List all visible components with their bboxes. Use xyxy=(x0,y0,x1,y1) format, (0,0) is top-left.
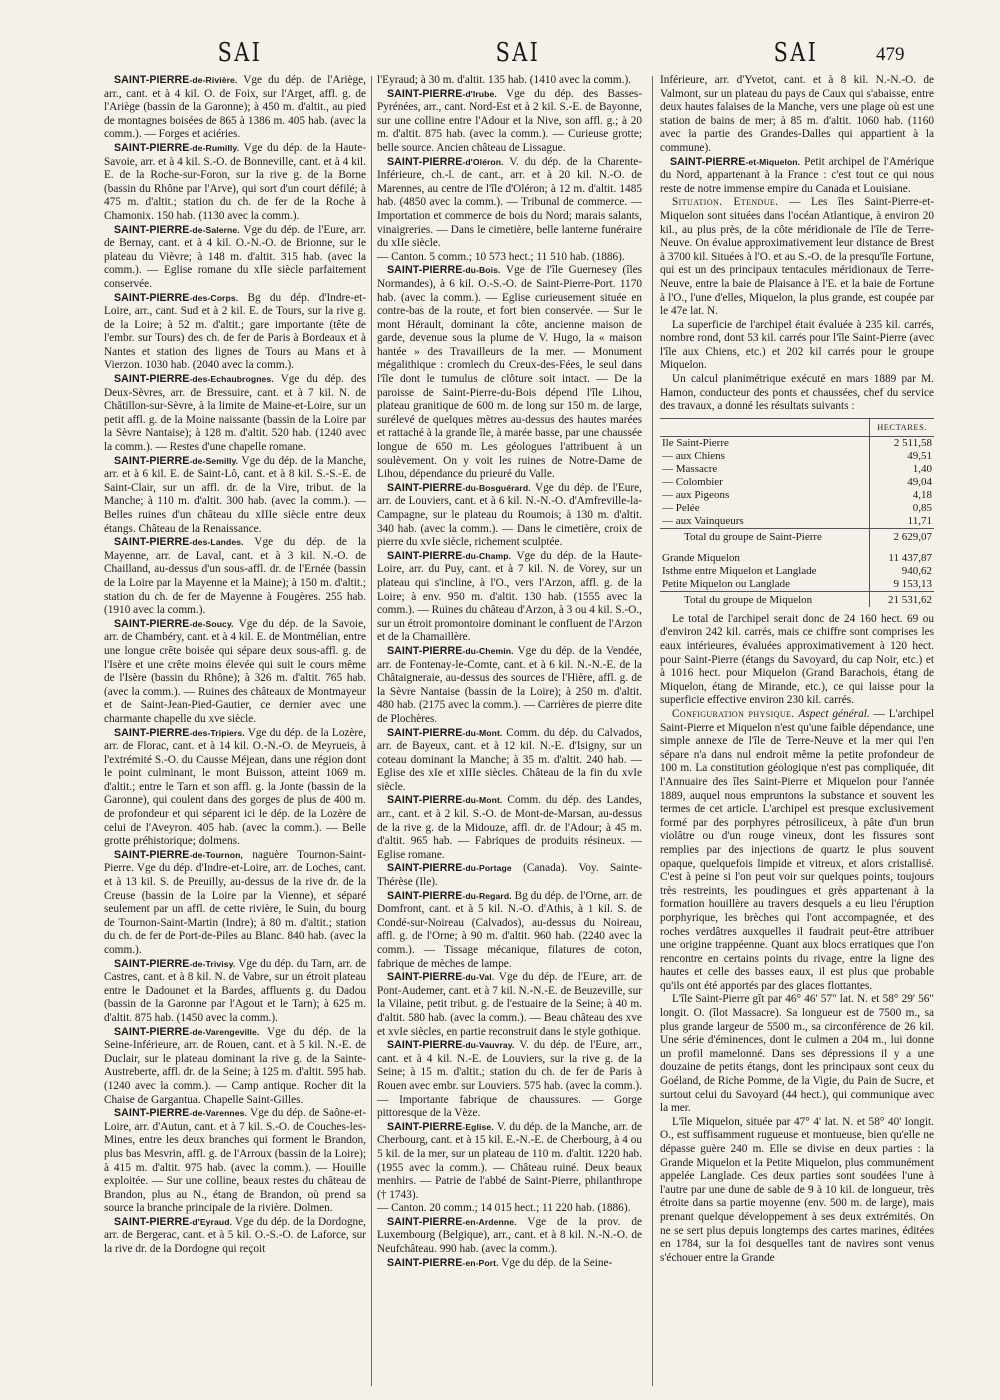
entry-continuation: Inférieure, arr. d'Yvetot, cant. et à 8 kil. N.-N.-O. de Valmont, sur un plateau du pays de Caux qui s'abaisse, entre deux hautes falaises de la Manche, vers une plage où est une station de bains de mer; à 85 m. d'altit. 1060 hab. (1160 avec la partie des Grandes-Dalles qui appartient à la commune). xyxy=(660,74,934,154)
row-label: Isthme entre Miquelon et Langlade xyxy=(662,564,817,577)
entry-headword: SAINT-PIERRE-et-Miquelon. xyxy=(670,155,801,168)
entry-text: Comm. du dép. des Landes, arr., cant. et à 2 kil. S.-O. de Mont-de-Marsan, au-dessus de la rive g. de la Midouze, affl. dr. de l'Adour; à 45 m. d'altit. 965 hab. — Fabriques de produits résineux. — Eglise romane. xyxy=(377,794,642,861)
dictionary-entry xyxy=(377,971,642,1039)
dictionary-entry xyxy=(104,1026,366,1108)
dictionary-entry xyxy=(377,251,642,265)
dictionary-entry xyxy=(377,156,642,251)
entry-text: Vge de la prov. de Luxembourg (Belgique), arr., cant. et à 8 kil. N.-N.-O. de Neufchâteau. 990 hab. (avec la comm.). xyxy=(377,1215,642,1256)
table-header-row xyxy=(660,418,934,436)
entry-text: Vge du dép. de la Vendée, arr. de Fontenay-le-Comte, cant. et à 6 kil. N.-N.-E. de la Châtaigneraie, au-dessus des sources de l'Hière, affl. g. de la Sèvre Nantaise (bassin de la Loire); à 250 m. d'altit. 480 hab. (2175 avec la comm.). — Carrières de pierre dite de Plochères. xyxy=(377,644,642,725)
dictionary-entry xyxy=(104,1216,366,1257)
table-row xyxy=(660,450,934,463)
dictionary-entry xyxy=(104,618,366,727)
dictionary-entry xyxy=(104,1107,366,1216)
row-value: 1,40 xyxy=(870,463,935,476)
entry-text: Vge du dép. des Deux-Sèvres, arr. de Bressuire, cant. et à 7 kil. N. de Châtillon-sur-Sèvre, à la limite de Maine-et-Loire, sur un petit affl. g. de la Moine naissante (bassin de la Loire par la Sèvre Nantaise); à 128 m. d'altit. 520 hab. (1240 avec la comm.). — Restes d'une chapelle romane. xyxy=(104,373,366,454)
table-row xyxy=(660,489,934,502)
column-divider-1 xyxy=(371,76,372,1386)
entry-headword: SAINT-PIERRE-d'Oléron. xyxy=(387,155,504,168)
entry-text: Vge du dép. de Saône-et-Loire, arr. d'Autun, cant. et à 7 kil. S.-O. de Couches-les-Mines, entre les deux branches qui forment le Brandon, plus bas Mesvrin, affl. g. de l'Arroux (bassin de la Loire); à 415 m. d'altit. 975 hab. (avec la comm.). — Houille exploitée. — Sur une colline, beaux restes du château de Brandon, plus au N., étang de Brandon, où prend sa source la branche principale de la rivière. Dolmen. xyxy=(104,1107,366,1215)
entry-text: V. du dép. de l'Eure, arr., cant. et à 4 kil. N.-E. de Louviers, sur la rive g. de la Seine; à 15 m. d'altit.; station du ch. de fer de Paris à Rouen avec embr. sur Louviers. 575 hab. (avec la comm.). — Importante fabrique de chaussures. — Gorge pittoresque de la Vèze. xyxy=(377,1039,642,1120)
entry-text: Vge du dép. de la Savoie, arr. de Chambéry, cant. et à 4 kil. E. de Montmélian, entre une longue crête boisée qui sépare deux sous-affl. g. de l'Isère et une crête moins élevée qui suit le cours même de l'Isère (bassin du Rhône); à 326 m. d'altit. 765 hab. (avec la comm.). — Ruines des châteaux de Montmayeur et de Saint-Jean-Pied-Gautier, ce dernier avec une charmante chapelle du xve siècle. xyxy=(104,617,366,725)
page-header xyxy=(0,38,1000,78)
entry-headword: SAINT-PIERRE-du-Regard. xyxy=(387,889,512,902)
entry-text: Bg du dép. d'Indre-et-Loire, arr., cant. Sud et à 2 kil. E. de Tours, sur la rive g. de la Loire; à 52 m. d'altit.; gare importante (tête de l'embr. sur Tours) des ch. de fer de Paris à Bordeaux et à Nantes et station des lignes de Tours au Mans et à Vierzon. 1030 hab. (2040 avec la comm.). xyxy=(104,291,366,372)
running-head-left: SAI xyxy=(217,38,263,68)
dictionary-entry xyxy=(660,156,934,197)
paragraph: L'île Miquelon, située par 47° 4' lat. N. et 58° 40' longit. O., est suffisamment rugueuse et montueuse, bien qu'elle ne dépasse guère 240 m. Elle se divise en deux parties : la Grande Miquelon et la Petite Miquelon, plus communément appelée Langlade. Ces deux parties sont soudées l'une à l'autre par une dune de sable de 9 à 10 kil. de longueur, très étroite dans sa partie moyenne (env. 500 m. de large), mais prenant quelque développement à ses deux extrémités. On ne se sert plus depuis longtemps des cartes marines, éditées en 1784, sur la foi desquelles tant de navires sont venus s'échouer entre la Grande xyxy=(660,1115,934,1264)
entry-headword: SAINT-PIERRE-du-Champ. xyxy=(387,549,512,562)
table-row xyxy=(660,552,934,565)
entry-headword: SAINT-PIERRE-en-Port. xyxy=(387,1256,499,1269)
column-divider-2 xyxy=(652,76,653,1386)
entry-headword: SAINT-PIERRE-des-Corps. xyxy=(114,291,239,304)
entry-text: naguère Tournon-Saint-Pierre. Vge du dép. d'Indre-et-Loire, arr. de Loches, cant. et à 13 kil. S. de Preuilly, au-dessus de la rive dr. de la Creuse (bassin de la Loire par la Vienne), et séparé seulement par un affl. de cette rivière, le Suin, du bourg de Tournon-Saint-Martin (Indre); à 80 m. d'altit.; station du ch. de fer de Port-de-Piles au Blanc. 840 hab. (avec la comm.). xyxy=(104,848,366,956)
dictionary-entry xyxy=(377,794,642,862)
dictionary-entry xyxy=(104,224,366,292)
entry-headword: SAINT-PIERRE-du-Bosguérard. xyxy=(387,481,531,494)
entry-text: Vge du dép. de l'Eure, arr. de Pont-Audemer, cant. et à 7 kil. N.-N.-E. de Beuzeville, sur la Vilaine, petit tribut. g. de l'estuaire de la Seine; à 40 m. d'altit. 580 hab. (avec la comm.). — Beau château des xve et xvIe siècles, en partie reconstruit dans le style gothique. xyxy=(377,971,642,1038)
table-total-row: Total du groupe de Miquelon 21 531,62 xyxy=(660,591,934,607)
column-1 xyxy=(104,74,366,1386)
dictionary-entry xyxy=(377,645,642,727)
entry-text: Bg du dép. de l'Orne, arr. de Domfront, cant. et à 5 kil. N.-O. d'Athis, à 1 kil. S. de Condé-sur-Noireau (Calvados), au-dessus du Noireau, affl. g. de l'Orne; à 90 m. d'altit. 960 hab. (2240 avec la comm.). — Tissage mécanique, filatures de coton, fabrique de mèches de lampe. xyxy=(377,889,642,970)
dictionary-entry xyxy=(377,74,642,88)
entry-text: Vge du dép. de la Seine- xyxy=(501,1256,613,1269)
row-value: 49,51 xyxy=(870,450,935,463)
dictionary-entry xyxy=(104,455,366,537)
dictionary-entry xyxy=(104,958,366,1026)
row-label: — Colombier xyxy=(662,475,723,488)
paragraph: La superficie de l'archipel était évaluée à 235 kil. carrés, nombre rond, dont 53 kil. carrés pour l'île Saint-Pierre (avec l'île aux Chiens, etc.) et 202 kil carrés pour le groupe Miquelon. xyxy=(660,318,934,372)
entry-text: Vge du dép. de la Dordogne, arr. de Bergerac, cant. et à 5 kil. O.-S.-O. de Laforce, sur la rive dr. de la Dordogne qui reçoit xyxy=(104,1215,366,1256)
table-row xyxy=(660,502,934,515)
row-label: — Pelée xyxy=(662,501,700,514)
dictionary-entry xyxy=(377,88,642,156)
entry-text: Vge du dép. de la Mayenne, arr. de Laval, cant. et à 3 kil. N.-O. de Chailland, au-dessus d'un sous-affl. dr. de l'Ernée (bassin de la Loire par la Mayenne et la Maine); à 150 m. d'altit.; station du ch. de fer de Mayenne à Fougères. 255 hab. (1910 avec la comm.). xyxy=(104,536,366,617)
dictionary-entry xyxy=(377,264,642,482)
area-table xyxy=(660,418,934,607)
dictionary-entry xyxy=(104,292,366,374)
dictionary-entry xyxy=(377,1216,642,1257)
entry-headword: SAINT-PIERRE-d'Irube. xyxy=(387,87,497,100)
entry-headword: SAINT-PIERRE-de-Salerne. xyxy=(114,223,240,236)
column-2 xyxy=(377,74,642,1386)
row-label: — aux Chiens xyxy=(662,449,725,462)
dictionary-entry xyxy=(377,890,642,972)
entry-headword: SAINT-PIERRE-du-Portage xyxy=(387,862,512,875)
entry-text: Vge du dép. de la Seine-Inférieure, arr. de Rouen, cant. et à 5 kil. N.-E. de Duclair, sur le plateau dominant la rive g. de la Sainte-Austreberte, affl. dr. de la Seine; à 125 m. d'altit. 595 hab. (1240 avec la comm.). — Camp antique. Rocher dit la Chaise de Gargantua. Chapelle Saint-Gilles. xyxy=(104,1025,366,1106)
table-body-saint-pierre xyxy=(660,436,934,528)
entry-headword: SAINT-PIERRE-des-Echaubrognes. xyxy=(114,373,274,386)
entry-text: Vge du dép. de la Haute-Savoie, arr. et à 4 kil. S.-O. de Bonneville, cant. et à 4 kil. E. de la Roche-sur-Foron, sur la rive g. de la Borne (bassin du Rhône par l'Arve), qui sort d'un court défilé; à 475 m. d'altit.; station du ch. de fer de la Roche à Chamonix. 150 hab. (1130 avec la comm.). xyxy=(104,141,366,222)
entry-headword: SAINT-PIERRE-du-Vauvray. xyxy=(387,1039,515,1052)
row-value: 9 153,13 xyxy=(870,578,935,592)
column-3 xyxy=(660,74,934,1386)
entry-headword: SAINT-PIERRE-de-Semilly. xyxy=(114,454,239,467)
dictionary-entry xyxy=(104,142,366,224)
entry-headword: SAINT-PIERRE-d'Eyraud. xyxy=(114,1215,233,1228)
entry-headword: SAINT-PIERRE-des-Landes. xyxy=(114,536,244,549)
row-label: Petite Miquelon ou Langlade xyxy=(662,577,790,590)
entry-text: Vge du dép. de la Manche, arr. et à 6 kil. E. de Saint-Lô, cant. et à 8 kil. S.-S.-E. de Saint-Clair, sur un affl. dr. de la Vire, tribut. de la Manche; à 110 m. d'altit. 300 hab. (avec la comm.). — Belles ruines d'un château du xIIIe siècle entre deux étangs. Château de la Renaissance. xyxy=(104,454,366,535)
dictionary-entry xyxy=(377,1121,642,1203)
entry-headword: SAINT-PIERRE-Eglise. xyxy=(387,1120,494,1133)
row-label: — aux Pigeons xyxy=(662,488,730,501)
dictionary-entry xyxy=(377,862,642,889)
row-label: — Massacre xyxy=(662,462,718,475)
dictionary-entry xyxy=(104,373,366,455)
row-label: Grande Miquelon xyxy=(662,551,740,564)
entry-headword: SAINT-PIERRE-en-Ardenne. xyxy=(387,1215,517,1228)
table-total-row: Total du groupe de Saint-Pierre 2 629,07 xyxy=(660,528,934,544)
dictionary-entry xyxy=(377,1039,642,1121)
dictionary-entry xyxy=(377,482,642,550)
entry-headword: SAINT-PIERRE-des-Tripiers. xyxy=(114,726,245,739)
paragraph: Le total de l'archipel serait donc de 24 160 hect. 69 ou d'environ 242 kil. carrés, mais ce chiffre sont comprises les eaux intérieures, évaluées approximativement à 120 hect. pour Saint-Pierre (étangs du Savoyard, du cap Noir, etc.) et à 1016 hect. pour Miquelon (Grand Barachois, étang de Miquelon, étang de Mirande, etc.), ce qui laisse pour la superficie effective environ 230 kil. carrés. xyxy=(660,612,934,707)
dictionary-entry xyxy=(104,536,366,618)
dictionary-entry xyxy=(377,727,642,795)
row-value: 4,18 xyxy=(870,489,935,502)
table-row xyxy=(660,463,934,476)
entry-text: l'Eyraud; à 30 m. d'altit. 135 hab. (1410 avec la comm.). xyxy=(377,74,632,86)
paragraph-configuration: Configuration physique. Aspect général. — L'archipel Saint-Pierre et Miquelon n'est qu'une faible dépendance, une simple annexe de l'île de Terre-Neuve et la mer qui l'en sépare n'a dans nul endroit même la petite profondeur de 100 m. La constitution géologique n'est pas compliquée, dit l'Annuaire des îles Saint-Pierre et Miquelon pour l'année 1889, auquel nous empruntons la substance et souvent les termes de cet article. L'archipel est presque exclusivement formé par des porphyres pétrosiliceux, à pâte d'un brun violâtre ou d'un rouge vineux, dont les fissures sont remplies par des injections de quartz le plus souvent opaque, quelquefois limpide et vitreux, et alors cristallisé. C'est à peine si l'on peut voir sur quelques points, toujours très restreints, les poudingues et grès appartenant à la formation houillère au travers desquels a eu lieu l'éruption porphyrique, les brèches qui l'ont accompagnée, et des roches verdâtres auxquelles il faudrait peut-être attribuer une origine trappéenne. Quant aux blocs erratiques que l'on rencontre en certains points du rivage, entre la ligne des hautes et celle des basses eaux, il est plus que probable qu'ils ont été apportés par des glaces flottantes. xyxy=(660,708,934,992)
paragraph-situation: Situation. Etendue. — Les îles Saint-Pierre-et-Miquelon sont situées dans l'océan Atlantique, à environ 20 kil., au plus près, de la côte méridionale de l'île de Terre-Neuve. On évalue approximativement leur distance de Brest à 3700 kil. Situées à l'O. et au S.-O. de la presqu'île Fortune, qui est un des principaux tentacules méridionaux de Terre-Neuve, entre la baie de Plaisance à l'E. et la baie de Fortune à l'O., l'une d'elles, Miquelon, la plus grande, est coupée par le 47e lat. N. xyxy=(660,196,934,318)
running-head-middle: SAI xyxy=(495,38,541,68)
entry-headword: SAINT-PIERRE-de-Tournon, xyxy=(114,848,243,861)
entry-headword: SAINT-PIERRE-de-Varengeville. xyxy=(114,1025,260,1038)
entry-text: Vge du dép. de l'Eure, arr. de Louviers, cant. et à 6 kil. N.-N.-O. d'Amfreville-la-Campagne, sur le plateau du Roumois; à 130 m. d'altit. 340 hab. (avec la comm.). — Dans le cimetière, croix de pierre du xvIe siècle, richement sculptée. xyxy=(377,481,642,549)
row-value: 2 511,58 xyxy=(870,436,935,450)
row-value: 11,71 xyxy=(870,515,935,529)
section-label: Configuration physique. xyxy=(672,708,795,720)
table-row xyxy=(660,578,934,592)
entry-text: — Canton. 5 comm.; 10 573 hect.; 11 510 hab. (1886). xyxy=(377,250,625,263)
dictionary-entry xyxy=(104,727,366,849)
row-value: 940,62 xyxy=(870,565,935,578)
page-number: 479 xyxy=(876,44,905,65)
paragraph: L'île Saint-Pierre gît par 46° 46' 57" lat. N. et 58° 29' 56" longit. O. (îlot Massacre). Sa longueur est de 7500 m., sa plus grande largeur de 5500 m., sa circonférence de 26 kil. Une série d'éminences, dont le culmen a 204 m., lui donne un profil mamelonné. Dans ses dépressions il y a une douzaine de petits étangs, dont les principaux sont ceux du Goéland, de Riche Pomme, de la Vigie, du Pain de Sucre, et surtout celui du Savoyard (44 hect.), qui communique avec la mer. xyxy=(660,993,934,1115)
row-value: 11 437,87 xyxy=(870,552,935,565)
dictionary-entry xyxy=(377,550,642,645)
entry-text: Vge du dép. de l'Eure, arr. de Bernay, cant. et à 4 kil. O.-N.-O. de Brionne, sur le plateau du Vièvre; à 148 m. d'altit. 315 hab. (avec la comm.). — Eglise romane du xIIe siècle parfaitement conservée. xyxy=(104,223,366,290)
entry-text: Vge du dép. de l'Ariège, arr., cant. et à 4 kil. O. de Foix, sur l'Arget, affl. g. de l'Ariège (bassin de la Garonne); à 450 m. d'altit., au pied de montagnes boisées de 865 à 1386 m. 405 hab. (avec la comm.). — Forges et aciéries. xyxy=(104,74,366,141)
table-row xyxy=(660,436,934,450)
section-sublabel: Aspect général. xyxy=(798,708,870,720)
section-label: Situation. Etendue. xyxy=(672,196,779,209)
table-row xyxy=(660,476,934,489)
table-header: HECTARES. xyxy=(870,418,935,436)
entry-text: — Canton. 20 comm.; 14 015 hect.; 11 220 hab. (1886). xyxy=(377,1202,631,1215)
entry-text: Petit archipel de l'Amérique du Nord, appartenant à la France : c'est tout ce qui nous reste de notre immense empire du Canada et Louisiane. xyxy=(660,155,934,195)
entry-text: V. du dép. de la Manche, arr. de Cherbourg, cant. et à 15 kil. E.-N.-E. de Cherbourg, à 4 ou 5 kil. de la mer, sur un plateau de 110 m. d'altit. 1220 hab. (1955 avec la comm.). — Château ruiné. Deux beaux menhirs. — Patrie de l'abbé de Saint-Pierre, philanthrope († 1743). xyxy=(377,1120,642,1201)
row-label: — aux Vainqueurs xyxy=(662,514,744,527)
row-value: 0,85 xyxy=(870,502,935,515)
dictionary-entry xyxy=(104,849,366,958)
entry-headword: SAINT-PIERRE-du-Val. xyxy=(387,971,495,984)
entry-text: Vge de l'île Guernesey (îles Normandes), à 6 kil. O.-S.-O. de Saint-Pierre-Port. 1170 hab. (avec la comm.). — Eglise curieusement située en contre-bas de la route, et fort bien conservée. — Sur le mont Hérault, dominant la côte, ancienne maison de garde, devenue sous la plume de V. Hugo, la « maison hantée » des Travailleurs de la mer. — Monument mégalithique : cromlech du Creux-des-Fées, le seul dans l'île dont le tumulus de clôture soit intact. — De la paroisse de Saint-Pierre-du-Bois dépend l'île Lihou, plateau granitique de 600 m. de long sur 150 m. de large, surélevé de quelques mètres au-dessus des hautes marées et rattaché à la grande île, à marée basse, par une chaussée longue de 650 m. Les géologues l'attribuent à un soulèvement. On y voit les ruines de Notre-Dame de Lihou, dépendance du prieuré du Valle. xyxy=(377,264,642,481)
entry-headword: SAINT-PIERRE-du-Bois. xyxy=(387,264,501,277)
entry-headword: SAINT-PIERRE-de-Varennes. xyxy=(114,1107,248,1120)
dictionary-entry xyxy=(377,1257,642,1271)
row-label: Ile Saint-Pierre xyxy=(662,436,729,449)
table-body-miquelon xyxy=(660,552,934,592)
row-value: 49,04 xyxy=(870,476,935,489)
entry-text: (Canada). Voy. Sainte-Thérèse (Ile). xyxy=(377,862,642,889)
entry-text: Comm. du dép. du Calvados, arr. de Bayeux, cant. et à 12 kil. N.-E. d'Isigny, sur un coteau dominant la Manche; à 35 m. d'altit. 240 hab. — Eglise des xIe et xIIIe siècles. Château de la fin du xvIe siècle. xyxy=(377,726,642,793)
table-row xyxy=(660,515,934,529)
running-head-right: SAI xyxy=(773,38,819,68)
entry-headword: SAINT-PIERRE-du-Mont. xyxy=(387,794,503,807)
table-row xyxy=(660,565,934,578)
dictionary-entry xyxy=(104,74,366,142)
entry-text: V. du dép. de la Charente-Inférieure, ch.-l. de cant., arr. et à 20 kil. N.-O. de Marennes, au centre de l'île d'Oléron; à 12 m. d'altit. 1485 hab. (4850 avec la comm.). — Tribunal de commerce. — Importation et commerce de bois du Nord; marais salants, vinaigreries. — Dans le cimetière, belle lanterne funéraire du xIIe siècle. xyxy=(377,155,642,250)
entry-text: Vge du dép. de la Haute-Loire, arr. du Puy, cant. et à 7 kil. N. de Vorey, sur un plateau qui s'incline, à l'O., vers l'Arzon, affl. g. de la Loire; à env. 950 m. d'altit. 130 hab. (1555 avec la comm.). — Ruines du château d'Arzon, à 3 ou 4 kil. S.-O., sur un étroit promontoire dominant le confluent de l'Arzon et de la Chamaillère. xyxy=(377,549,642,644)
entry-headword: SAINT-PIERRE-du-Mont. xyxy=(387,726,503,739)
paragraph: Un calcul planimétrique exécuté en mars 1889 par M. Hamon, conducteur des ponts et chaussées, chef du service des travaux, a donné les résultats suivants : xyxy=(660,373,934,413)
entry-headword: SAINT-PIERRE-de-Rivière. xyxy=(114,74,238,86)
entry-text: Vge du dép. du Tarn, arr. de Castres, cant. et à 8 kil. N. de Vabre, sur un étroit plateau entre le Dadounet et la Bardes, affluents g. du Dadou (bassin de la Garonne par l'Agout et le Tarn); à 625 m. d'altit. 875 hab. (1450 avec la comm.). xyxy=(104,957,366,1024)
dictionary-entry xyxy=(377,1202,642,1216)
entry-headword: SAINT-PIERRE-de-Trivisy. xyxy=(114,957,236,970)
entry-text: Vge du dép. des Basses-Pyrénées, arr., cant. Nord-Est et à 2 kil. S.-E. de Bayonne, sur une colline entre l'Adour et la Nive, son affl. g.; à 20 m. d'altit. 875 hab. (avec la comm.). — Curieuse grotte; belle source. Ancien château de Lissague. xyxy=(377,87,642,154)
entry-headword: SAINT-PIERRE-du-Chemin. xyxy=(387,644,514,657)
entry-headword: SAINT-PIERRE-de-Soucy. xyxy=(114,617,234,630)
entry-text: Vge du dép. de la Lozère, arr. de Florac, cant. et à 14 kil. O.-N.-O. de Meyrueis, à l'extrémité S.-O. du Causse Méjean, dans une région dont le point culminant, le mont Buisson, atteint 1069 m. d'altit.; entre le Tarn et son affl. g. la Jonte (bassin de la Garonne), qui coulent dans des gorges de plus de 400 m. de profondeur et qui séparent ici le dép. de la Lozère de celui de l'Aveyron. 405 hab. (avec la comm.). — Belle grotte préhistorique; dolmens. xyxy=(104,726,366,848)
entry-headword: SAINT-PIERRE-de-Rumilly. xyxy=(114,141,240,154)
